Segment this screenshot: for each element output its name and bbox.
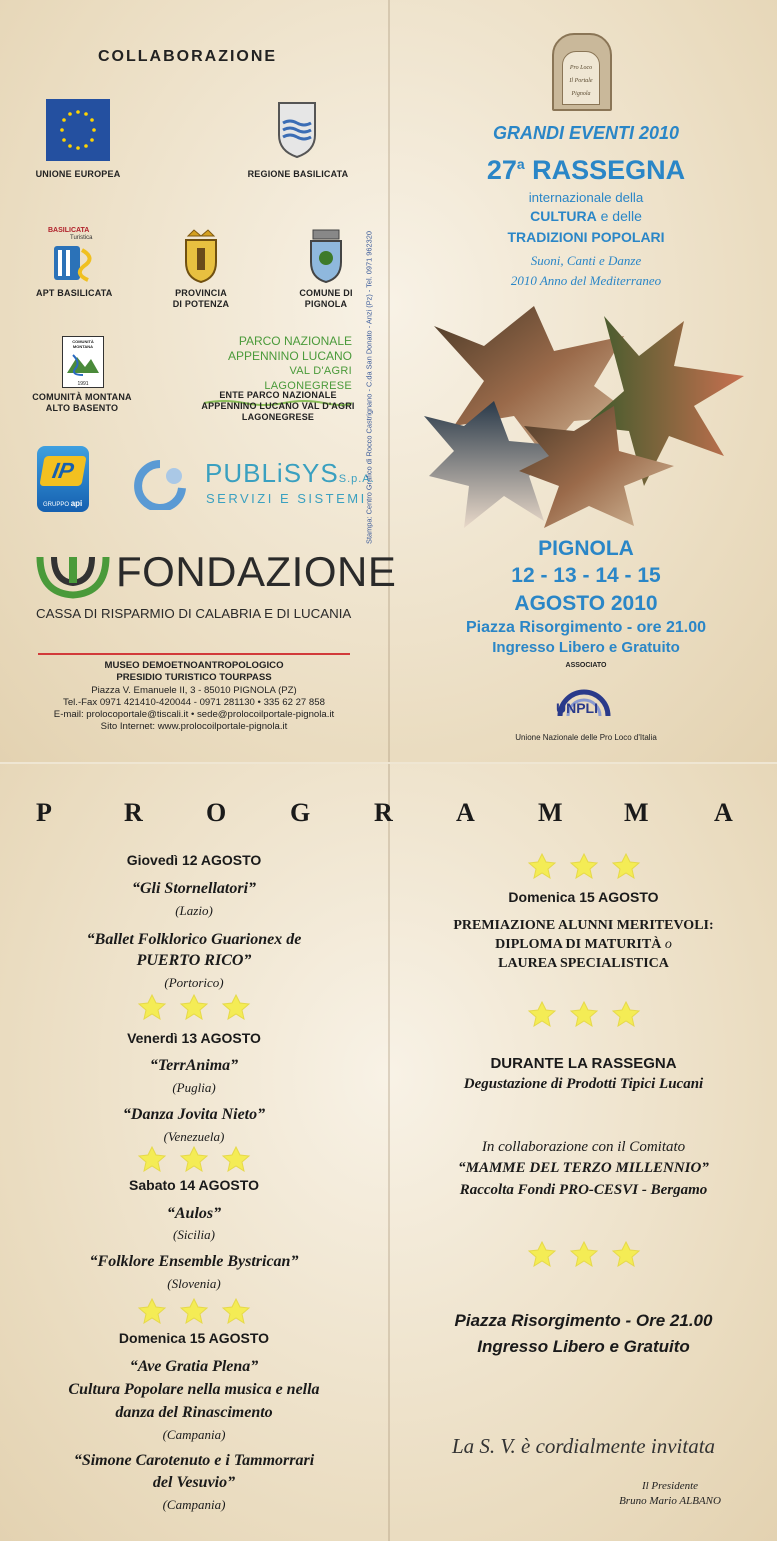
region-venezuela: (Venezuela) bbox=[163, 1129, 225, 1144]
unpli-logo bbox=[554, 678, 614, 732]
raccolta-line: Raccolta Fondi PRO-CESVI - Bergamo bbox=[459, 1182, 708, 1198]
pro-loco-portal-logo bbox=[552, 33, 612, 111]
star-icon bbox=[223, 995, 249, 1019]
performer-bystrican: “Folklore Ensemble Bystrican” bbox=[89, 1253, 299, 1270]
programma-letter-8: M bbox=[624, 798, 649, 827]
address-line: Piazza V. Emanuele II, 3 - 85010 PIGNOLA (PZ) bbox=[91, 684, 297, 696]
museo-line: MUSEO DEMOETNOANTROPOLOGICO bbox=[104, 660, 284, 671]
internazionale-line: internazionale della bbox=[528, 190, 644, 205]
fondazione-logo-icon bbox=[36, 553, 110, 599]
performer-ballet-folklorico-1: “Ballet Folklorico Guarionex de bbox=[86, 931, 302, 948]
star-icon bbox=[613, 1242, 639, 1266]
portal-logo-line-1: Pro Loco bbox=[569, 65, 593, 71]
fondazione-subtitle: CASSA DI RISPARMIO DI CALABRIA E DI LUCANIA bbox=[36, 606, 352, 621]
star-icon bbox=[529, 1242, 555, 1266]
performer-carotenuto-1: “Simone Carotenuto e i Tammorrari bbox=[73, 1452, 315, 1469]
region-campania-1: (Campania) bbox=[162, 1427, 226, 1442]
star-icon bbox=[613, 1002, 639, 1026]
regione-shield-logo bbox=[275, 99, 319, 159]
star-icon bbox=[223, 1147, 249, 1171]
star-icon bbox=[223, 1299, 249, 1323]
comunita-montana-logo bbox=[62, 336, 104, 388]
performer-carotenuto-2: del Vesuvio” bbox=[152, 1474, 236, 1491]
mamme-line: “MAMME DEL TERZO MILLENNIO” bbox=[458, 1160, 709, 1176]
diploma-text: DIPLOMA DI MATURITÀ bbox=[495, 937, 665, 952]
performer-ave-gratia: “Ave Gratia Plena” bbox=[129, 1358, 259, 1375]
apt-basilicata-logo bbox=[48, 227, 102, 283]
parco-logo-line-3: VAL D'AGRI LAGONEGRESE bbox=[264, 365, 352, 392]
publisys-suffix: S.p.A. bbox=[338, 473, 375, 485]
performer-danza-jovita: “Danza Jovita Nieto” bbox=[122, 1106, 266, 1123]
publisys-swirl-icon bbox=[130, 458, 192, 510]
anno-line: 2010 Anno del Mediterraneo bbox=[510, 273, 662, 288]
day-giovedi-12: Giovedì 12 AGOSTO bbox=[126, 852, 262, 868]
presidio-line: PRESIDIO TURISTICO TOURPASS bbox=[116, 672, 272, 684]
apt-basilicata-label: APT BASILICATA bbox=[36, 288, 113, 298]
day-sabato-14: Sabato 14 AGOSTO bbox=[129, 1177, 259, 1193]
comunita-logo-text: COMUNITÀ MONTANA bbox=[72, 339, 94, 349]
stars-divider-right-3 bbox=[524, 1241, 644, 1267]
portal-logo-line-3: Pignola bbox=[571, 91, 591, 97]
laurea-line: LAUREA SPECIALISTICA bbox=[498, 956, 669, 971]
rassegna-word: RASSEGNA bbox=[524, 155, 686, 185]
programma-letter-9: A bbox=[714, 798, 733, 827]
star-icon bbox=[529, 854, 555, 878]
rassegna-superscript: a bbox=[516, 156, 525, 172]
region-sicilia: (Sicilia) bbox=[173, 1227, 215, 1242]
parco-logo-line-1: PARCO NAZIONALE bbox=[238, 334, 352, 348]
programma-letter-3: O bbox=[206, 798, 227, 827]
ip-badge-icon bbox=[39, 456, 86, 486]
portal-logo-line-2: Il Portale bbox=[569, 78, 593, 84]
performer-stornellatori: “Gli Stornellatori” bbox=[131, 880, 257, 897]
star-icon bbox=[181, 995, 207, 1019]
unpli-logo-text: UNPLI bbox=[556, 700, 598, 716]
ip-sub-gruppo: GRUPPO bbox=[43, 502, 70, 508]
presidente-name: Bruno Mario ALBANO bbox=[619, 1495, 721, 1507]
fold-line bbox=[388, 0, 390, 762]
degustazione-line: Degustazione di Prodotti Tipici Lucani bbox=[463, 1076, 704, 1092]
publisys-name-text: PUBLiSYS bbox=[205, 458, 339, 488]
unpli-label: Unione Nazionale delle Pro Loco d'Italia bbox=[515, 733, 657, 742]
comune-line-1: COMUNE DI bbox=[299, 288, 353, 298]
stars-divider-left-2 bbox=[134, 1146, 254, 1172]
cultura-bold: CULTURA bbox=[530, 208, 597, 224]
ingresso-libero-line: Ingresso Libero e Gratuito bbox=[477, 1337, 690, 1356]
agosto-line: AGOSTO 2010 bbox=[514, 592, 658, 615]
stars-divider-right-1 bbox=[524, 853, 644, 879]
programma-letter-5: R bbox=[374, 798, 393, 827]
rassegna-title bbox=[395, 155, 777, 186]
ip-gruppo-api-logo bbox=[37, 446, 89, 512]
day-venerdi-13: Venerdì 13 AGOSTO bbox=[127, 1030, 261, 1046]
star-icon bbox=[139, 1147, 165, 1171]
collaborazione-title: COLLABORAZIONE bbox=[98, 48, 278, 65]
fondazione-title: FONDAZIONE bbox=[116, 548, 397, 595]
star-icon bbox=[571, 1242, 597, 1266]
star-icon bbox=[181, 1147, 207, 1171]
programma-letter-7: M bbox=[538, 798, 563, 827]
durante-line: DURANTE LA RASSEGNA bbox=[490, 1055, 677, 1072]
performer-rinascimento: danza del Rinascimento bbox=[115, 1404, 273, 1421]
grandi-eventi-title: GRANDI EVENTI 2010 bbox=[492, 123, 680, 143]
stars-divider-left-1 bbox=[134, 994, 254, 1020]
performer-terranima: “TerrAnima” bbox=[149, 1057, 239, 1074]
provincia-label bbox=[160, 288, 242, 310]
regione-basilicata-label: REGIONE BASILICATA bbox=[247, 169, 349, 179]
premiazione-line: PREMIAZIONE ALUNNI MERITEVOLI: bbox=[453, 918, 714, 933]
star-icon bbox=[139, 1299, 165, 1323]
presidente-label: Il Presidente bbox=[641, 1480, 699, 1492]
region-puglia: (Puglia) bbox=[172, 1080, 216, 1095]
folk-dancers-photo-collage bbox=[424, 306, 746, 530]
comune-crest-logo bbox=[305, 228, 347, 284]
star-icon bbox=[571, 854, 597, 878]
collaborazione-comitato-line: In collaborazione con il Comitato bbox=[481, 1139, 686, 1155]
performer-ballet-folklorico-2: PUERTO RICO” bbox=[136, 952, 252, 969]
invito-line: La S. V. è cordialmente invitata bbox=[451, 1434, 716, 1458]
eu-flag-logo bbox=[46, 99, 110, 161]
pignola-title: PIGNOLA bbox=[538, 537, 634, 560]
tradizioni-line: TRADIZIONI POPOLARI bbox=[507, 229, 665, 245]
ente-parco-label bbox=[196, 390, 360, 423]
star-icon bbox=[181, 1299, 207, 1323]
comunita-line-1: COMUNITÀ MONTANA bbox=[32, 392, 132, 402]
rassegna-number: 27 bbox=[486, 155, 517, 185]
programma-letter-1: P bbox=[36, 798, 52, 827]
comunita-line-2: ALTO BASENTO bbox=[45, 403, 119, 413]
comunita-montana-label bbox=[22, 392, 142, 414]
region-slovenia: (Slovenia) bbox=[167, 1276, 221, 1291]
ip-sub-api: api bbox=[70, 499, 83, 508]
provincia-line-2: DI POTENZA bbox=[172, 299, 230, 309]
region-campania-2: (Campania) bbox=[162, 1497, 226, 1512]
star-icon bbox=[529, 1002, 555, 1026]
publisys-name bbox=[205, 458, 375, 489]
programma-letter-2: R bbox=[124, 798, 143, 827]
star-icon bbox=[571, 1002, 597, 1026]
day-domenica-15-right: Domenica 15 AGOSTO bbox=[508, 889, 659, 905]
programma-letter-4: G bbox=[290, 798, 311, 827]
apt-logo-text: BASILICATA bbox=[48, 227, 90, 234]
comune-line-2: PIGNOLA bbox=[304, 299, 348, 309]
portal-arch bbox=[562, 51, 600, 105]
piazza-line: Piazza Risorgimento - ore 21.00 bbox=[465, 619, 707, 636]
stars-divider-right-2 bbox=[524, 1001, 644, 1027]
email-line: E-mail: prolocoportale@tiscali.it • sede@prolocoilportale-pignola.it bbox=[53, 709, 335, 721]
region-lazio: (Lazio) bbox=[175, 903, 213, 918]
print-credit-wrap bbox=[362, 210, 376, 570]
diploma-line bbox=[390, 937, 777, 953]
ente-parco-line-3: LAGONEGRESE bbox=[241, 412, 315, 422]
region-portorico: (Portorico) bbox=[164, 975, 224, 990]
provincia-crest-logo bbox=[180, 228, 222, 284]
portal-logo-text bbox=[563, 62, 599, 101]
mountain-river-icon bbox=[63, 349, 101, 377]
ip-logo-sub bbox=[43, 499, 82, 508]
star-icon bbox=[139, 995, 165, 1019]
parco-logo-line-2: APPENNINO LUCANO bbox=[227, 349, 352, 363]
phone-line: Tel.-Fax 0971 421410-420044 - 0971 281130 • 335 62 27 858 bbox=[63, 696, 325, 708]
ip-logo-text: IP bbox=[50, 458, 76, 483]
ingresso-line: Ingresso Libero e Gratuito bbox=[492, 639, 680, 656]
contact-block bbox=[0, 660, 388, 734]
eu-stars-icon bbox=[46, 99, 110, 161]
performer-aulos: “Aulos” bbox=[166, 1205, 222, 1222]
piazza-ore-line: Piazza Risorgimento - Ore 21.00 bbox=[454, 1311, 713, 1330]
apt-column-icon bbox=[48, 242, 102, 282]
cultura-rest: e delle bbox=[596, 208, 642, 224]
comunita-logo-year: 1991 bbox=[77, 381, 89, 387]
suoni-line: Suoni, Canti e Danze bbox=[530, 253, 642, 268]
programma-letter-6: A bbox=[456, 798, 475, 827]
print-credit: Stampa: Centro Grafico di Rocco Castrignano - C.da San Donato - Anzi (Pz) - Tel. 0971 962320 bbox=[364, 231, 374, 544]
diploma-or: o bbox=[664, 937, 672, 952]
associato-label: ASSOCIATO bbox=[565, 662, 607, 669]
ente-parco-line-2: APPENNINO LUCANO VAL D'AGRI bbox=[201, 401, 355, 411]
provincia-line-1: PROVINCIA bbox=[175, 288, 227, 298]
unione-europea-label: UNIONE EUROPEA bbox=[35, 169, 121, 179]
comune-label bbox=[286, 288, 366, 310]
day-domenica-15-left: Domenica 15 AGOSTO bbox=[118, 1330, 270, 1346]
website-line: Sito Internet: www.prolocoilportale-pignola.it bbox=[100, 721, 288, 733]
publisys-subtitle: SERVIZI E SISTEMI bbox=[206, 491, 367, 506]
cultura-line bbox=[395, 208, 777, 224]
apt-logo-sub: Turistica bbox=[70, 235, 93, 241]
performer-cultura-popolare: Cultura Popolare nella musica e nella bbox=[68, 1381, 320, 1398]
star-icon bbox=[613, 854, 639, 878]
red-divider bbox=[38, 653, 350, 655]
stars-divider-left-3 bbox=[134, 1298, 254, 1324]
ente-parco-line-1: ENTE PARCO NAZIONALE bbox=[219, 390, 337, 400]
event-dates: 12 - 13 - 14 - 15 bbox=[511, 564, 661, 587]
